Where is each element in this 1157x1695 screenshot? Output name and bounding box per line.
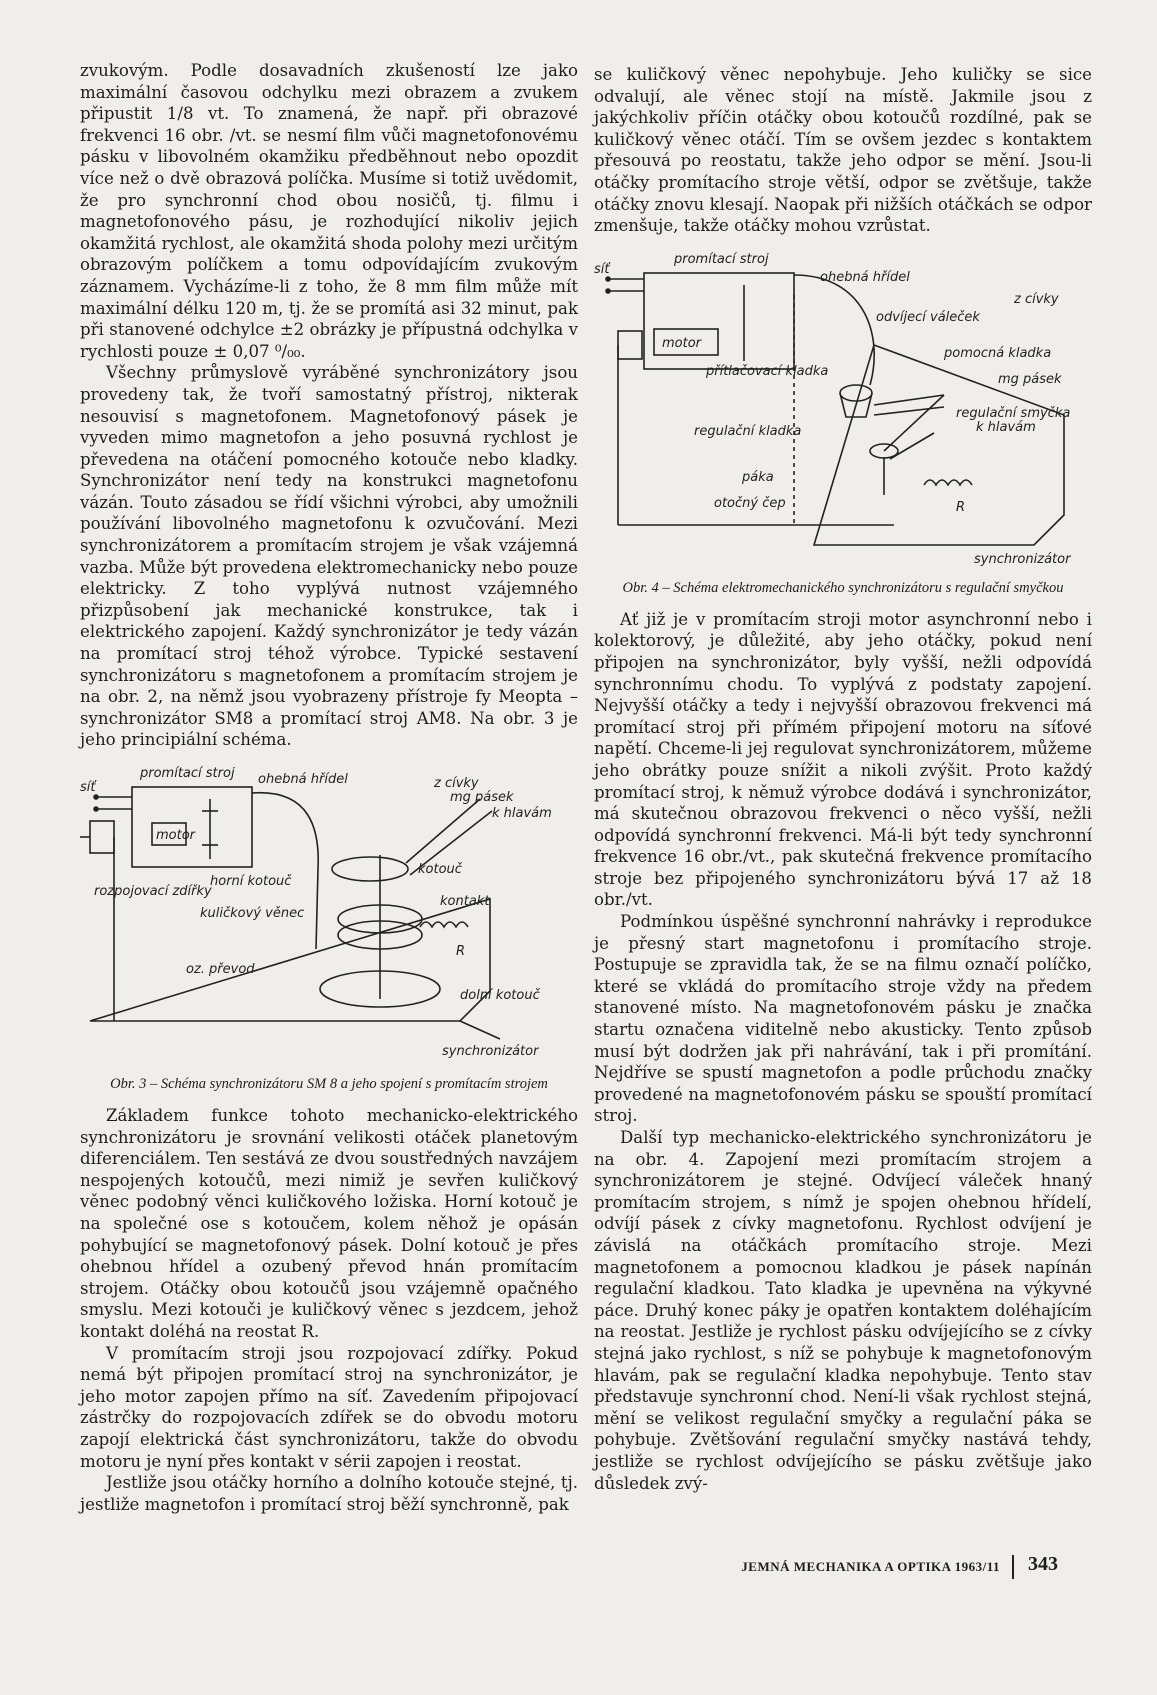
fig3-label-from-reel: z cívky — [434, 776, 479, 791]
paragraph: Další typ mechanicko-elektrického synchronizátoru je na obr. 4. Zapojení mezi promítacím strojem a synchronizátorem je stejné. Odvíjecí váleček hnaný promítacím strojem, s nímž je spojen ohebnou hřídelí, odvíjí pásek z cívky magnetofonu. Rychlost odvíjení je závislá na otáčkách promítacího stroje. Mezi magnetofonem a pomocnou kladkou je pásek napínán regulační kladkou. Tato kladka je upevněna na výkyvné páce. Druhý konec páky je opatřen kontaktem doléhajícím na reostat. Jestliže je rychlost pásku odvíjejícího se z cívky stejná jako rychlost, s níž se pohybuje k magnetofonovým hlavám, pak se regulační kladka nepohybuje. Tento stav představuje synchronní chod. Není-li však rychlost stejná, mění se velikost regulační smyčky a regulační páka se pohybuje. Zvětšování regulační smyčky nastává tehdy, jestliže se rychlost odvíjejícího se pásku zvětšuje jako důsledek zvý- — [594, 1128, 1092, 1493]
fig3-label-disc: kotouč — [418, 862, 462, 877]
fig3-label-disconnect: rozpojovací zdířky — [94, 884, 212, 899]
fig4-label-reg-pulley: regulační kladka — [694, 423, 802, 439]
footer-divider — [1012, 1555, 1014, 1579]
fig3-label-tape: mg pásek — [450, 790, 514, 805]
paragraph: Ať již je v promítacím stroji motor asynchronní nebo i kolektorový, je důležité, aby jeho otáčky, pokud není připojen na synchronizátor, byly vyšší, nežli odpovídá synchronnímu chodu. To vyplývá z podstaty zapojení. Nejvyšší otáčky a tedy i nejvyšší obrazovou frekvenci má promítací stroj při přímém připojení motoru na síťové napětí. Chceme-li jej regulovat synchronizátorem, můžeme jeho obrátky pouze snížit a nikoli zvýšit. Proto každý promítací stroj, k němuž výrobce dodává i synchronizátor, má skutečnou obrazovou frekvenci o něco vyšší, nežli odpovídá synchronní frekvenci. Má-li být tedy synchronní frekvence 16 obr./vt., pak skutečná frekvence promítacího stroje bez připojeného synchronizátoru bývá 17 až 18 obr./vt. — [594, 609, 1092, 910]
figure-4 — [594, 245, 1092, 597]
fig4-label-reg-loop: regulační smyčka — [956, 405, 1071, 421]
fig3-label-gear: oz. převod — [186, 962, 255, 977]
figure-4-caption: Obr. 4 – Schéma elektromechanického synchronizátoru s regulační smyčkou — [622, 579, 1064, 596]
fig3-label-motor: motor — [156, 828, 196, 843]
page-number: 343 — [1028, 1553, 1058, 1575]
fig4-label-synchronizer: synchronizátor — [974, 551, 1071, 567]
fig4-label-mains: síť — [594, 261, 610, 277]
paragraph: zvukovým. Podle dosavadních zkušeností lze jako maximální časovou odchylku mezi obrazem a zvukem připustit 1/8 vt. To znamená, že např. při obrazové frekvenci 16 obr. /vt. se nesmí film vůči magnetofonovému pásku v libovolném okamžiku předběhnout nebo opozdit více než o dvě obrazová políčka. Musíme si totiž uvědomit, že pro synchronní chod obou nosičů, tj. filmu i magnetofonového pásu, je rozhodující nikoliv jejich okamžitá rychlost, ale okamžitá shoda polohy mezi určitým obrazovým políčkem a tomu odpovídajícím zvukovým záznamem. Vycházíme-li z toho, že 8 mm film může mít maximální délku 120 m, tj. že se promítá asi 32 minut, pak při stanovené odchylce ±2 obrázky je přípustná odchylka v rychlosti pouze ± 0,07 ⁰/₀₀. — [80, 61, 578, 361]
fig3-label-mains: síť — [80, 780, 96, 795]
paragraph: Jestliže jsou otáčky horního a dolního kotouče stejné, tj. jestliže magnetofon i promítací stroj běží synchronně, pak — [80, 1473, 578, 1514]
figure-3-diagram — [80, 759, 578, 1071]
fig3-label-to-heads: k hlavám — [492, 806, 552, 821]
fig4-label-flex-shaft: ohebná hřídel — [820, 269, 910, 285]
fig4-label-from-reel: z cívky — [1014, 291, 1059, 307]
fig4-label-lever: páka — [742, 469, 774, 485]
right-column — [594, 64, 1092, 1494]
fig4-label-pivot: otočný čep — [714, 495, 786, 511]
figure-4-diagram — [594, 245, 1092, 575]
fig4-label-rheostat: R — [956, 499, 966, 515]
fig3-label-projector: promítací stroj — [140, 766, 235, 781]
fig3-label-ball-ring: kuličkový věnec — [200, 906, 305, 921]
fig4-label-motor: motor — [662, 335, 702, 351]
fig3-label-contact: kontakt — [440, 894, 490, 909]
fig3-label-synchronizer: synchronizátor — [442, 1044, 539, 1059]
paragraph: se kuličkový věnec nepohybuje. Jeho kuličky se sice odvalují, ale věnec stojí na místě. Jakmile jsou z jakýchkoliv příčin otáčky obou kotoučů rozdílné, pak se kuličkový věnec otáčí. Tím se ovšem jezdec s kontaktem přesouvá po reostatu, takže jeho odpor se mění. Jsou-li otáčky promítacího stroje větší, odpor se zvětšuje, takže otáčky znovu klesají. Naopak při nižších otáčkách se odpor zmenšuje, takže otáčky mohou vzrůstat. — [594, 65, 1092, 236]
figure-3 — [80, 759, 578, 1093]
fig4-label-pinch-pulley: přítlačovací kladka — [706, 363, 829, 379]
fig3-label-flex-shaft: ohebná hřídel — [258, 772, 348, 787]
paragraph: Podmínkou úspěšné synchronní nahrávky i reprodukce je přesný start magnetofonu i promítacího stroje. Postupuje se zpravidla tak, že se na filmu označí políčko, které se vkládá do promítacího stroje vždy na předem stanovené místo. Na magnetofonovém pásku je značka startu označena viditelně nebo akusticky. Tento způsob musí být dodržen jak při nahrávání, tak i při promítání. Nejdříve se spustí magnetofon a podle průchodu značky provedené na magnetofonovém pásku se spouští promítací stroj. — [594, 912, 1092, 1126]
fig4-label-to-heads: k hlavám — [976, 419, 1036, 435]
fig3-label-rheostat: R — [456, 944, 466, 959]
paragraph: Všechny průmyslově vyráběné synchronizátory jsou provedeny tak, že tvoří samostatný přístroj, nikterak nesouvisí s magnetofonem. Magnetofonový pásek je vyveden mimo magnetofon a jeho posuvná rychlost je převedena na otáčení pomocného kotouče nebo kladky. Synchronizátor není tedy na konstrukci magnetofonu vázán. Touto zásadou se řídí všichni výrobci, aby umožnili používání libovolného magnetofonu k ozvučování. Mezi synchronizátorem a promítacím strojem je však vzájemná vazba. Může být provedena elektromechanicky nebo pouze elektricky. Z toho vyplývá nutnost vzájemného přizpůsobení jak mechanické konstrukce, tak i elektrického zapojení. Každý synchronizátor je tedy vázán na promítací stroj téhož výrobce. Typické sestavení synchronizátoru s magnetofonem a promítacím strojem je na obr. 2, na němž jsou vyobrazeny přístroje fy Meopta – synchronizátor SM8 a promítací stroj AM8. Na obr. 3 je jeho principiální schéma. — [80, 363, 578, 750]
paragraph: Základem funkce tohoto mechanicko-elektrického synchronizátoru je srovnání velikosti otáček planetovým diferenciálem. Ten sestává ze dvou soustředných navzájem nespojených kotoučů, mezi nimiž je sevřen kuličkový věnec podobný věnci kuličkového ložiska. Horní kotouč je na společné ose s kotoučem, kolem něhož je opásán pohybující se magnetofonový pásek. Dolní kotouč je přes ohebnou hřídel a ozubený převod hnán promítacím strojem. Otáčky obou kotoučů jsou vzájemně opačného smyslu. Mezi kotouči je kuličkový věnec s jezdcem, jehož kontakt doléhá na reostat R. — [80, 1106, 578, 1341]
fig4-label-tape: mg pásek — [998, 371, 1062, 387]
paragraph: V promítacím stroji jsou rozpojovací zdířky. Pokud nemá být připojen promítací stroj na synchronizátor, je jeho motor zapojen přímo na síť. Zavedením připojovací zástrčky do rozpojovacích zdířek se do obvodu motoru zapojí elektrická část synchronizátoru, takže do obvodu motoru je nyní přes kontakt v sérii zapojen i reostat. — [80, 1343, 578, 1471]
left-column — [80, 60, 578, 1515]
fig4-label-unwind-roller: odvíjecí váleček — [876, 309, 980, 325]
fig4-label-projector: promítací stroj — [674, 251, 769, 267]
figure-3-caption: Obr. 3 – Schéma synchronizátoru SM 8 a jeho spojení s promítacím strojem — [110, 1076, 548, 1092]
journal-name: JEMNÁ MECHANIKA A OPTIKA 1963/11 — [741, 1559, 1000, 1574]
fig3-label-upper-disc: horní kotouč — [210, 874, 292, 889]
fig4-label-aux-pulley: pomocná kladka — [944, 345, 1052, 361]
fig3-label-lower-disc: dolní kotouč — [460, 988, 540, 1003]
page-footer — [700, 1553, 1130, 1583]
